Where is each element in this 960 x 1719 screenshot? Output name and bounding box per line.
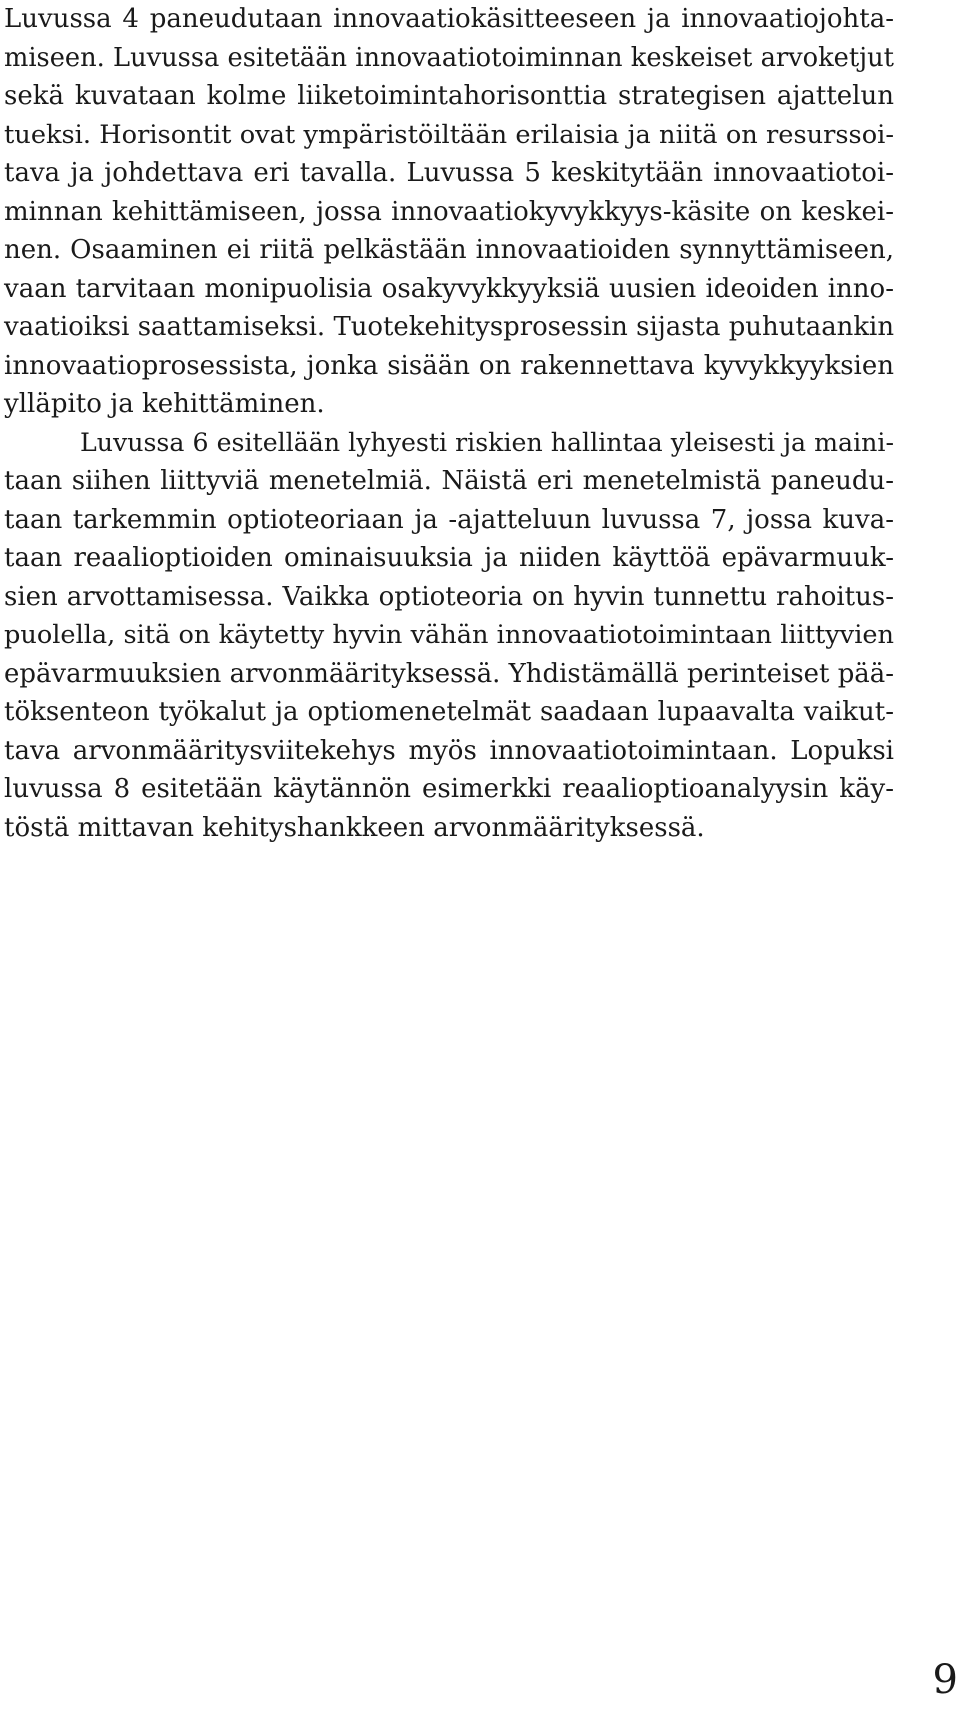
text-line: Luvussa 6 esitellään lyhyesti riskien hallintaa yleisesti ja maini-	[80, 427, 894, 457]
text-line: puolella, sitä on käytetty hyvin vähän innovaatiotoimintaan liittyvien	[4, 620, 894, 650]
text-line: tava ja johdettava eri tavalla. Luvussa 5 keskitytään innovaatiotoi-	[4, 158, 894, 188]
text-line: sekä kuvataan kolme liiketoimintahorisonttia strategisen ajattelun	[4, 81, 894, 111]
paragraph-2	[4, 424, 894, 848]
text-line: minnan kehittämiseen, jossa innovaatiokyvykkyys-käsite on keskei-	[4, 196, 894, 227]
text-line: töksenteon työkalut ja optiomenetelmät saadaan lupaavalta vaikut-	[4, 697, 894, 727]
text-line: töstä mittavan kehityshankkeen arvonmäärityksessä.	[4, 812, 705, 843]
text-line: ylläpito ja kehittäminen.	[4, 389, 325, 419]
text-line: vaatioiksi saattamiseksi. Tuotekehitysprosessin sijasta puhutaankin	[4, 312, 894, 342]
text-line: vaan tarvitaan monipuolisia osakyvykkyyksiä uusien ideoiden inno-	[4, 273, 894, 304]
text-line: tueksi. Horisontit ovat ympäristöiltään erilaisia ja niitä on resurssoi-	[4, 119, 894, 150]
body-text	[4, 0, 894, 847]
text-line: epävarmuuksien arvonmäärityksessä. Yhdistämällä perinteiset pää-	[4, 658, 894, 689]
text-line: miseen. Luvussa esitetään innovaatiotoiminnan keskeiset arvoketjut	[4, 42, 894, 73]
text-line: luvussa 8 esitetään käytännön esimerkki reaalioptioanalyysin käy-	[4, 774, 894, 804]
text-line: taan reaalioptioiden ominaisuuksia ja niiden käyttöä epävarmuuk-	[4, 543, 894, 573]
text-line: innovaatioprosessista, jonka sisään on rakennettava kyvykkyyksien	[4, 350, 894, 381]
text-line: taan siihen liittyviä menetelmiä. Näistä eri menetelmistä paneudu-	[4, 466, 894, 496]
paragraph-1	[4, 0, 894, 424]
text-line: tava arvonmääritysviitekehys myös innovaatiotoimintaan. Lopuksi	[4, 735, 894, 766]
text-line: nen. Osaaminen ei riitä pelkästään innovaatioiden synnyttämiseen,	[4, 235, 894, 265]
text-line: Luvussa 4 paneudutaan innovaatiokäsitteeseen ja innovaatiojohta-	[4, 4, 894, 34]
text-line: sien arvottamisessa. Vaikka optioteoria on hyvin tunnettu rahoitus-	[4, 581, 894, 612]
page-number: 9	[932, 1657, 958, 1703]
text-line: taan tarkemmin optioteoriaan ja -ajatteluun luvussa 7, jossa kuva-	[4, 504, 894, 535]
